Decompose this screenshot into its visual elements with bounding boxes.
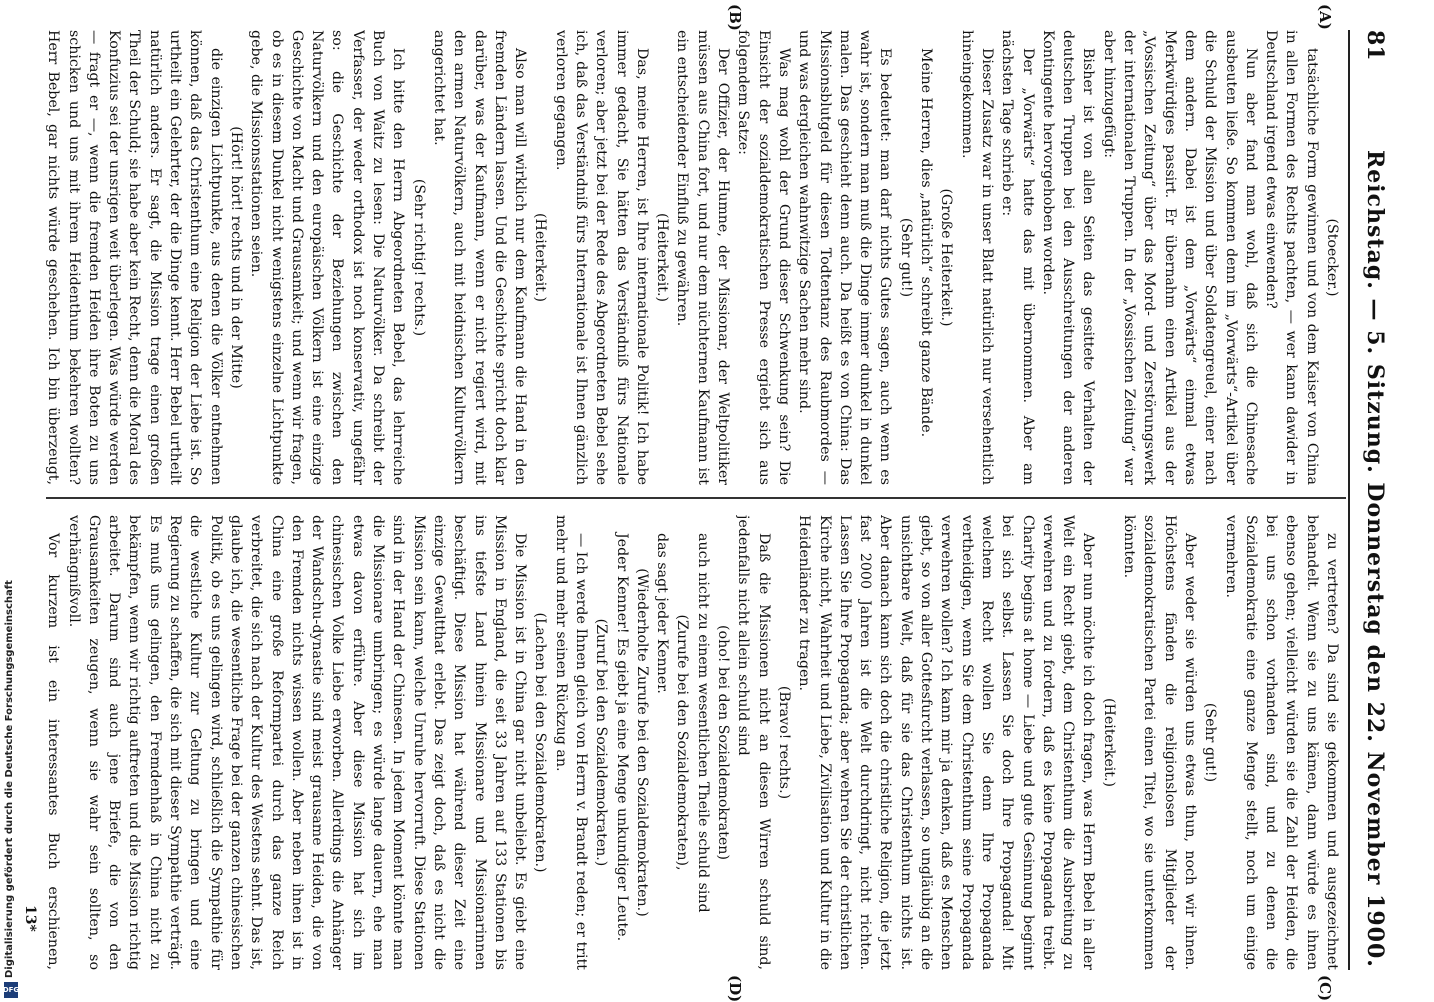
right-column-paragraph: Die Mission ist in China gar nicht unbeliebt. Es giebt eine Mission in England, die seit 33 Jahren auf 133 Stationen bis ins tiefste Land hinein Missionare und Missionarinnen beschäftigt. Diese Mission hat während dieser Zeit eine einzige Gewaltthat erlebt. Das zeigt doch, daß es nicht die Mission sein kann, welche Unruhe hervorruft. Diese Stationen sind in der Hand der Chinesen. In jedem Moment könnte man die Missionare umbringen; es würde lange dauern, ehe man etwas davon erführe. Aber diese Mission hat sich im chinesischen Volke Liebe erworben. Allerdings die Anhänger der Wandschu-dynastie sind meist grausame Heiden, die von den Fremden nichts wissen wollen. Aber neben ihnen ist in China eine große Reformpartei durch das ganze Reich verbreitet, die sich nach der Kultur des Westens sehnt. Das ist, glaube ich, die wesentliche Frage bei der ganzen chinesischen Politik, ob es uns gelingen wird, schließlich die Sympathie für die westliche Kultur zur Geltung zu bringen und eine Regierung zu schaffen, die sich mit dieser Sympathie verträgt. Es muß uns gelingen, den Fremdenhaß in China nicht zu bekämpfen, wenn wir richtig auftreten und die Mission richtig arbeitet. Darum sind auch jene Briefe, die von den Grausamkeiten zeugen, wenn sie wahr sein sollten, so verhängnißvoll. [65,515,529,970]
margin-mark-a: (A) [1316,4,1334,30]
left-column-paragraph: (Große Heiterkeit.) [938,188,955,327]
left-column-paragraph: (Heiterkeit.) [654,213,671,302]
left-column-paragraph: Also man will wirklich nur dem Kaufmann die Hand in den fremden Ländern lassen. Und die Geschichte spricht doch klar darüber, was der Kaufmann, wenn er nicht regiert wird, mit den armen Naturvölkern, auch mit heidnischen Kulturvölkern angerichtet hat. [430,30,529,485]
margin-mark-d: (D) [726,975,744,1002]
left-column-paragraph: (Hört! hört! rechts und in der Mitte) [227,126,244,389]
right-column-paragraph: (Zuruf bei den Sozialdemokraten.) [593,618,610,867]
right-column-paragraph: (Zurufe bei den Sozialdemokraten), [674,614,691,871]
left-column-paragraph: Ich bitte den Herrn Abgeordneten Bebel, das lehrreiche Buch von Waitz zu lesen: Die Naturvölker. Da schreibt der Verfasser, der weder orthodox ist noch konservativ, ungefähr so: die Geschichte der Beziehungen zwischen den Naturvölkern und den europäischen Völkern ist eine einzige Geschichte von Macht und Grausamkeit; und wenn wir fragen, ob es in diesem Dunkel nicht wenigstens einzelne Lichtpunkte gebe, die Missionsstationen seien. [248,30,407,485]
right-column-paragraph: Aber weder sie würden uns etwas thun, noch wir ihnen. Höchstens fänden die religionslosen Mitglieder der sozialdemokratischen Partei einen Titel, wo sie unterkommen könnten. [1121,515,1198,970]
right-column-paragraph: (Lachen bei den Sozialdemokraten.) [532,612,549,873]
margin-mark-b: (B) [726,4,744,31]
right-column-paragraph: (Heiterkeit.) [1100,698,1117,787]
left-column-paragraph: (Stoecker.) [1324,218,1340,297]
left-column-paragraph: die einzigen Lichtpunkte, aus denen die Völker entnehmen können, daß das Christenthum eine Religion der Liebe ist. So urtheilt ein Gelehrter, der die Dinge kennt. Herr Bebel urtheilt natürlich anders. Er sagt, die Mission trage einen großen Theil der Schuld; sie habe aber kein Recht, denn die Moral des Konfuzius sei der unsrigen weit überlegen. Was würde werden — fragt er —, wenn die fremden Heiden ihre Boten zu uns schicken und uns mit ihrem Heidenthum bekehren wollten? Herr Bebel, gar nichts würde geschehen. Ich bin überzeugt, [45,30,224,485]
right-column-paragraph: Daß die Missionen nicht an diesen Wirren schuld sind, jedenfalls nicht allein schuld sind [735,515,772,970]
left-column-paragraph: (Sehr gut!) [897,217,914,298]
margin-mark-c: (C) [1316,975,1334,1002]
header-title: Reichstag. — 5. Sitzung. Donnerstag den 22. November 1900. [1362,150,1388,968]
right-column-paragraph: — Ich werde Ihnen gleich von Herrn v. Brandt reden; er tritt mehr und mehr seinen Rückzug an. [552,515,590,970]
page-header [1354,30,1394,970]
left-column-paragraph: Meine Herren, dies „natürlich“ schreibt ganze Bände. [918,48,935,438]
left-column-paragraph: Nun aber fand man wohl, daß sich die Chinesache ausbeuten ließe. So kommen denn im „Vorwärts“-Artikel über die Schuld der Mission und über Soldatengreuel, einer nach dem andern. Dabei ist dem „Vorwärts“ einmal etwas Merkwürdiges passirt. Er übernahm einen Artikel aus der „Vossischen Zeitung“ über das Mord- und Zerstörungswerk der internationalen Truppen. In der „Vossischen Zeitung“ war aber hinzugefügt: [1100,30,1259,485]
page-number: 81 [1362,30,1388,61]
dfg-logo: DFG [4,982,18,998]
left-column-paragraph: Es bedeutet: man darf nichts Gutes sagen, auch wenn es wahr ist, sondern man muß die Dinge immer dunkel in dunkel malen. Das geschieht denn auch. Da heißt es von China: Das Missionsblutgeld für diesen Todtentanz des Raubmordes — und was dergleichen wahnwitzige Sachen mehr sind. [796,30,894,485]
credit-text: Digitalisierung gefördert durch die Deutsche Forschungsgemeinschaft [4,580,15,978]
left-column-paragraph: Der Offizier, der Humne, der Missionar, der Weltpolitiker müssen aus China fort, und nur dem nüchternen Kaufmann ist ein entscheidender Einfluß zu gewähren. [674,30,732,485]
left-column-paragraph: Dieser Zusatz war in unser Blatt natürlich nur versehentlich hineingekommen. [958,30,995,485]
right-column-paragraph: (Wiederholte Zurufe bei den Sozialdemokraten.) [633,568,650,917]
right-column-paragraph: zu vertreten? Da sind sie gekommen und ausgezeichnet behandelt. Wenn sie zu uns kämen, dann würde es ihnen ebenso gehen; vielleicht würden sie die Zahl der Heiden, die bei uns schon vorhanden sind, und zu denen die Sozialdemokratie eine ganze Menge stellt, noch um einige vermehren. [1222,515,1340,970]
left-column-paragraph: Was mag wohl der Grund dieser Schwenkung sein? Die Einsicht der sozialdemokratischen Presse ergiebt sich aus folgendem Satze: [735,30,792,485]
right-column-paragraph: Aber nun möchte ich doch fragen, was Herrn Bebel in aller Welt ein Recht giebt, dem Christenthum die Ausbreitung zu verwehren und zu fordern, daß es keine Propaganda treibt. Charity begins at home — Liebe und gute Gesinnung beginnt bei sich selbst. Lassen Sie doch Ihre Propaganda! Mit welchem Recht wollen Sie denn Ihre Propaganda vertheidigen, wenn Sie dem Christenthum seine Propaganda verwehren wollen? Ich kann mir ja denken, daß es Menschen giebt, so von aller Gottesfurcht verlassen, so ungläubig an die unsichtbare Welt, daß für sie das Christenthum nichts ist. Aber danach kann sich doch die christliche Religion, die jetzt fast 2000 Jahren ist die Welt durchdringt, nicht richten. Lassen Sie Ihre Propaganda; aber wehren Sie der christlichen Kirche nicht, Wahrheit und Liebe, Zivilisation und Kultur in die Heidenländer zu tragen. [796,515,1097,970]
credit-strip [0,0,22,1000]
right-column-paragraph: Jeder Kenner! Es giebt ja eine Menge unkundiger Leute. [613,533,630,942]
left-column-paragraph: Das, meine Herren, ist Ihre internationale Politik! Ich habe immer gedacht, Sie hätten das Verständniß fürs Nationale verloren; aber jetzt bei der Rede des Abgeordneten Bebel sehe ich, daß das Verständniß fürs Internationale ist Ihnen gänzlich verloren gegangen. [552,30,650,485]
left-column-paragraph: (Sehr richtig! rechts.) [410,178,427,337]
right-column-paragraph: auch nicht zu einem wesentlichen Theile schuld sind [694,533,711,913]
left-column [42,30,1342,485]
right-column [42,515,1342,970]
right-column-paragraph: das sagt jeder Kenner. [654,533,671,694]
right-column-paragraph: (Bravo! rechts.) [775,685,792,800]
left-column-paragraph: Bisher ist von allen Seiten das gesittete Verhalten der deutschen Truppen bei den Ausschreitungen der anderen Kontingente hervorgehoben worden. [1039,30,1097,485]
footer-mark: 13* [22,905,38,932]
right-column-paragraph: Vor kurzem ist ein interessantes Buch erschienen, [45,533,62,970]
left-column-paragraph: tatsächliche Form gewinnen und von dem Kaiser von China in allen Formen des Rechts pachten, — wer kann dawider in Deutschland irgend etwas einwenden? [1263,30,1320,485]
column-divider [46,497,1346,499]
header-rule [1348,30,1350,970]
right-column-paragraph: (oho! bei den Sozialdemokraten) [715,625,732,860]
left-column-paragraph: Der „Vorwärts“ hatte das mit übernommen. Aber am nächsten Tage schrieb er: [999,30,1036,485]
left-column-paragraph: (Heiterkeit.) [532,213,549,302]
right-column-paragraph: (Sehr gut!) [1202,702,1219,783]
